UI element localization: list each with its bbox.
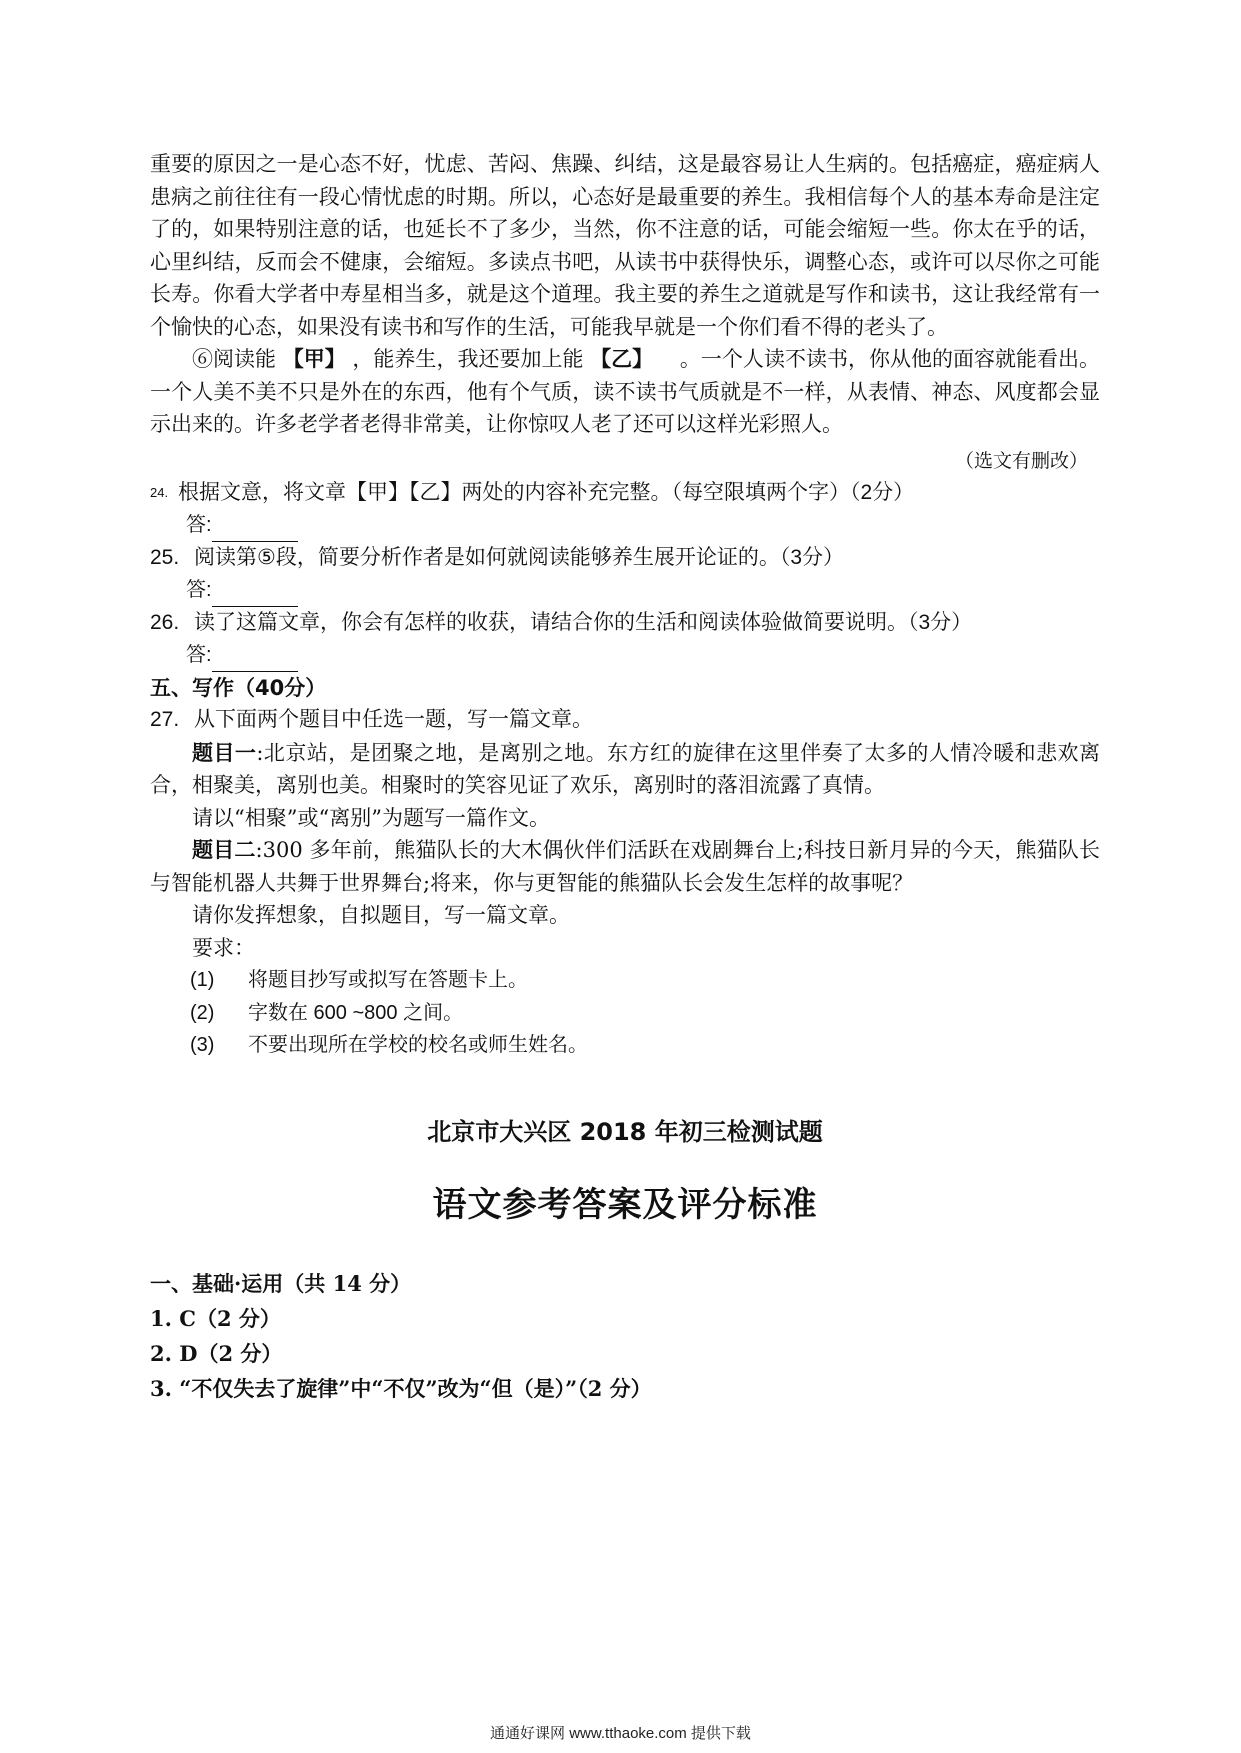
page-footer: 通通好课网 www.tthaoke.com 提供下载 <box>490 1725 751 1742</box>
question-number: 26. <box>150 610 180 634</box>
page-content <box>150 148 1100 1406</box>
para2-post: 。一个人读不读书，你从他的面容就能看出。一个人美不美不只是外在的东西，他有个气质，读不读书气质就是不一样，从表情、神态、风度都会显示出来的。许多老学者老得非常美，让你惊叹人老了还可以这样光彩照人。 <box>150 347 1101 436</box>
question-26 <box>150 607 1100 640</box>
topic-1 <box>150 737 1100 802</box>
answer-key-title: 北京市大兴区 2018 年初三检测试题 <box>427 1117 823 1146</box>
question-text: 从下面两个题目中任选一题，写一篇文章。 <box>194 708 593 731</box>
answer-label: 答: <box>186 579 212 601</box>
answer-label: 答: <box>186 514 212 536</box>
answer-label: 答: <box>186 644 212 666</box>
requirement-item <box>150 964 1100 997</box>
blank-jia: 【甲】 <box>282 346 346 371</box>
blank-yi: 【乙】 <box>590 346 654 371</box>
topic-1-label: 题目一 <box>192 739 257 765</box>
topic-2-instruction: 请你发挥想象，自拟题目，写一篇文章。 <box>192 903 570 927</box>
requirement-number: (1) <box>190 969 215 991</box>
passage-paragraph-2 <box>150 343 1100 441</box>
requirement-item <box>150 997 1100 1030</box>
question-27 <box>150 704 1100 737</box>
requirement-text: 字数在 600 ~800 之间。 <box>248 1001 464 1024</box>
answer-blank[interactable] <box>212 649 298 672</box>
source-note: （选文有删改） <box>954 449 1088 472</box>
question-number: 25. <box>150 545 180 569</box>
para2-mid: ，能养生，我还要加上能 <box>352 347 584 371</box>
answer-key-subtitle: 语文参考答案及评分标准 <box>432 1184 818 1225</box>
topic-1-instruction: 请以“相聚”或“离别”为题写一篇作文。 <box>192 805 550 830</box>
answer-24 <box>150 509 1100 542</box>
topic-2-label: 题目二 <box>192 837 256 862</box>
para2-pre: ⑥阅读能 <box>192 347 277 371</box>
topic-2 <box>150 834 1100 899</box>
answer-26 <box>150 639 1100 672</box>
requirements-label: 要求： <box>192 935 255 960</box>
question-number: 27. <box>150 708 180 731</box>
answer-blank[interactable] <box>212 584 298 607</box>
question-text: 阅读第⑤段，简要分析作者是如何就阅读能够养生展开论证的。（3分） <box>194 545 845 569</box>
passage-paragraph-1: 重要的原因之一是心态不好，忧虑、苦闷、焦躁、纠结，这是最容易让人生病的。包括癌症，癌症病人患病之前往往有一段心情忧虑的时期。所以，心态好是最重要的养生。我相信每个人的基本寿命是注定了的，如果特别注意的话，也延长不了多少，当然，你不注意的话，可能会缩短一些。你太在乎的话，心里纠结，反而会不健康，会缩短。多读点书吧，从读书中获得快乐，调整心态，或许可以尽你之可能长寿。你看大学者中寿星相当多，就是这个道理。我主要的养生之道就是写作和读书，这让我经常有一个愉快的心态，如果没有读书和写作的生活，可能我早就是一个你们看不得的老头了。 <box>150 152 1100 339</box>
question-text: 根据文意，将文章【甲】【乙】两处的内容补充完整。（每空限填两个字）（2分） <box>178 480 915 504</box>
answer-line: 2. D（2 分） <box>150 1340 283 1366</box>
topic-1-text: :北京站，是团聚之地，是离别之地。东方红的旋律在这里伴奏了太多的人情冷暖和悲欢离合，相聚美，离别也美。相聚时的笑容见证了欢乐，离别时的落泪流露了真情。 <box>150 740 1101 797</box>
answer-25 <box>150 574 1100 607</box>
question-25 <box>150 542 1100 575</box>
section-title-writing: 五、写作（40分） <box>150 675 327 700</box>
requirement-number: (3) <box>190 1034 215 1056</box>
requirement-number: (2) <box>190 1001 215 1024</box>
topic-2-text: :300 多年前，熊猫队长的大木偶伙伴们活跃在戏剧舞台上;科技日新月异的今天，熊猫队长与智能机器人共舞于世界舞台;将来，你与更智能的熊猫队长会发生怎样的故事呢？ <box>150 838 1101 895</box>
question-number: 24. <box>150 484 169 500</box>
question-24 <box>150 477 1100 510</box>
answer-section-title: 一、基础·运用（共 14 分） <box>150 1270 412 1296</box>
answer-line: 3. “不仅失去了旋律”中“不仅”改为“但（是）”（2 分） <box>150 1375 652 1401</box>
requirement-text: 将题目抄写或拟写在答题卡上。 <box>248 969 528 991</box>
question-text: 读了这篇文章，你会有怎样的收获，请结合你的生活和阅读体验做简要说明。（3分） <box>194 610 973 634</box>
requirement-text: 不要出现所在学校的校名或师生姓名。 <box>248 1034 588 1056</box>
answer-line: 1. C（2 分） <box>150 1305 281 1331</box>
answer-blank[interactable] <box>212 519 298 542</box>
requirement-item <box>150 1029 1100 1062</box>
